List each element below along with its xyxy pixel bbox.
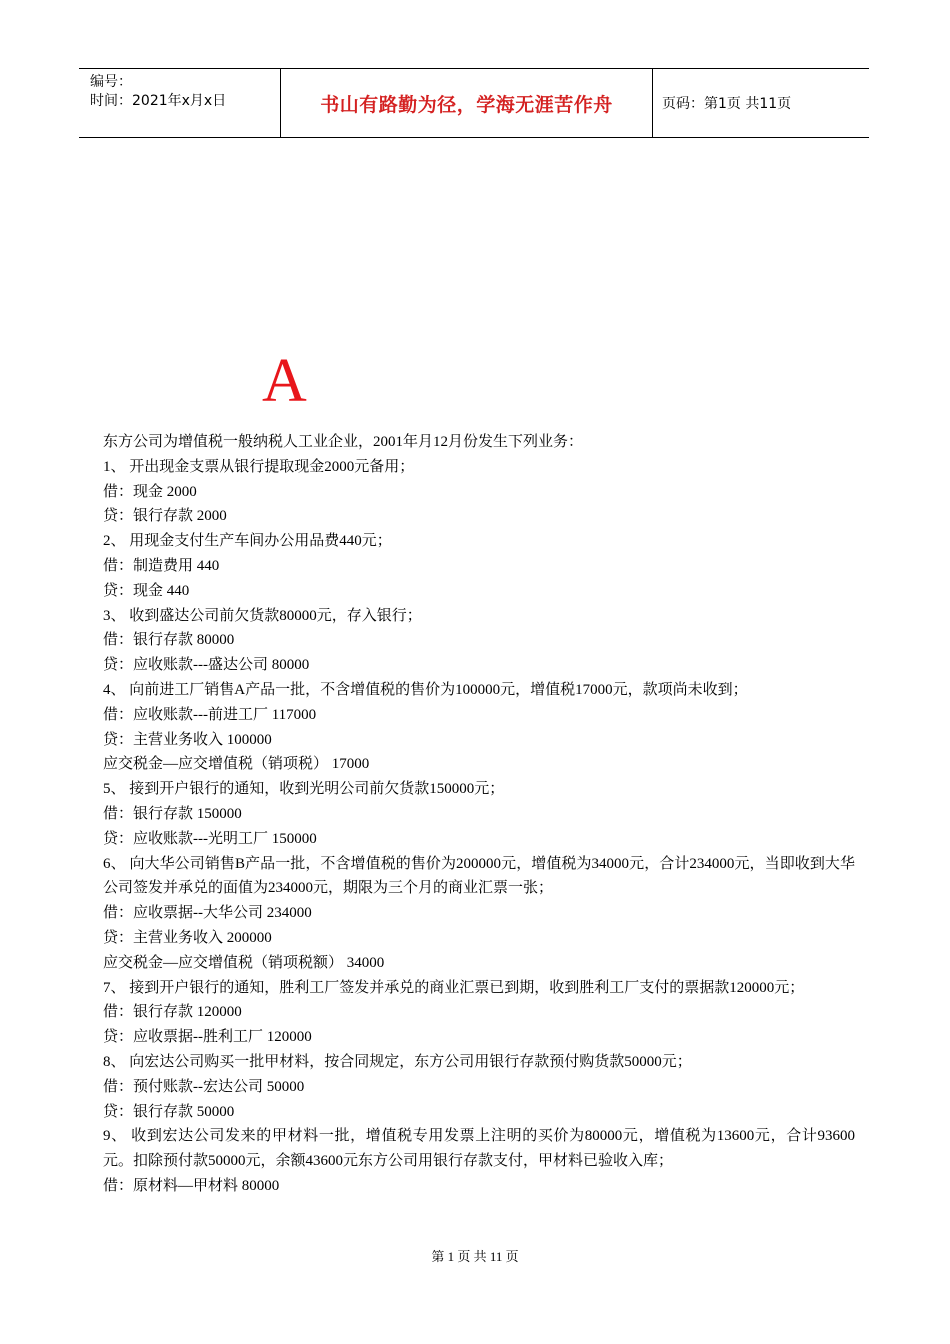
text-line: 贷：主营业务收入 200000	[103, 929, 272, 946]
text-line: 应交税金—应交增值税（销项税额） 34000	[103, 954, 385, 971]
text-line: 借：银行存款 80000	[103, 632, 235, 649]
text-line: 借：预付账款--宏达公司 50000	[103, 1078, 305, 1095]
header-left-cell	[79, 69, 281, 137]
section-letter: A	[262, 347, 307, 415]
document-number-label: 编号：	[90, 74, 132, 90]
page-footer: 第 1 页 共 11 页	[431, 1249, 519, 1264]
text-line: 4、 向前进工厂销售A产品一批，不含增值税的售价为100000元，增值税17000元，款项尚未收到；	[103, 681, 748, 698]
text-line: 应交税金—应交增值税（销项税） 17000	[103, 756, 370, 773]
text-line: 借：银行存款 120000	[103, 1004, 242, 1021]
page-header	[79, 68, 869, 138]
document-body	[103, 430, 855, 1199]
text-line: 1、 开出现金支票从银行提取现金2000元备用；	[103, 458, 415, 475]
text-line: 贷：应收票据--胜利工厂 120000	[103, 1029, 312, 1046]
text-line: 8、 向宏达公司购买一批甲材料，按合同规定，东方公司用银行存款预付购货款50000元；	[103, 1053, 692, 1070]
text-line: 贷：应收账款---盛达公司 80000	[103, 657, 310, 674]
text-line: 借：应收票据--大华公司 234000	[103, 905, 312, 922]
text-line: 东方公司为增值税一般纳税人工业企业，2001年月12月份发生下列业务：	[103, 434, 584, 450]
text-line: 贷：应收账款---光明工厂 150000	[103, 830, 317, 847]
text-line: 借：制造费用 440	[103, 557, 220, 574]
text-line: 借：银行存款 150000	[103, 805, 242, 822]
text-line: 借：现金 2000	[103, 483, 197, 500]
text-line: 5、 接到开户银行的通知，收到光明公司前欠货款150000元；	[103, 781, 505, 798]
header-page-info: 页码：第1页 共11页	[662, 96, 792, 112]
document-date-label: 时间：2021年x月x日	[90, 93, 227, 109]
text-line: 贷：现金 440	[103, 582, 190, 599]
paragraph-item-6: 6、 向大华公司销售B产品一批，不含增值税的售价为200000元，增值税为34000元，合计234000元，当即收到大华公司签发并承兑的面值为234000元，期限为三个月的商业汇票一张；	[103, 855, 855, 897]
text-line: 贷：银行存款 2000	[103, 508, 227, 525]
text-line: 2、 用现金支付生产车间办公用品费440元；	[103, 533, 392, 550]
text-line: 3、 收到盛达公司前欠货款80000元，存入银行；	[103, 607, 422, 624]
header-motto: 书山有路勤为径，学海无涯苦作舟	[281, 69, 653, 137]
paragraph-item-7: 7、 接到开户银行的通知，胜利工厂签发并承兑的商业汇票已到期，收到胜利工厂支付的票据款120000元；	[103, 979, 805, 996]
text-line: 借：原材料—甲材料 80000	[103, 1177, 280, 1194]
text-line: 借：应收账款---前进工厂 117000	[103, 706, 317, 723]
text-line: 贷：主营业务收入 100000	[103, 731, 272, 748]
paragraph-item-9: 9、 收到宏达公司发来的甲材料一批，增值税专用发票上注明的买价为80000元，增值税为13600元，合计93600元。扣除预付款50000元，余额43600元东方公司用银行存款支付，甲材料已验收入库；	[103, 1128, 855, 1170]
text-line: 贷：银行存款 50000	[103, 1103, 235, 1120]
